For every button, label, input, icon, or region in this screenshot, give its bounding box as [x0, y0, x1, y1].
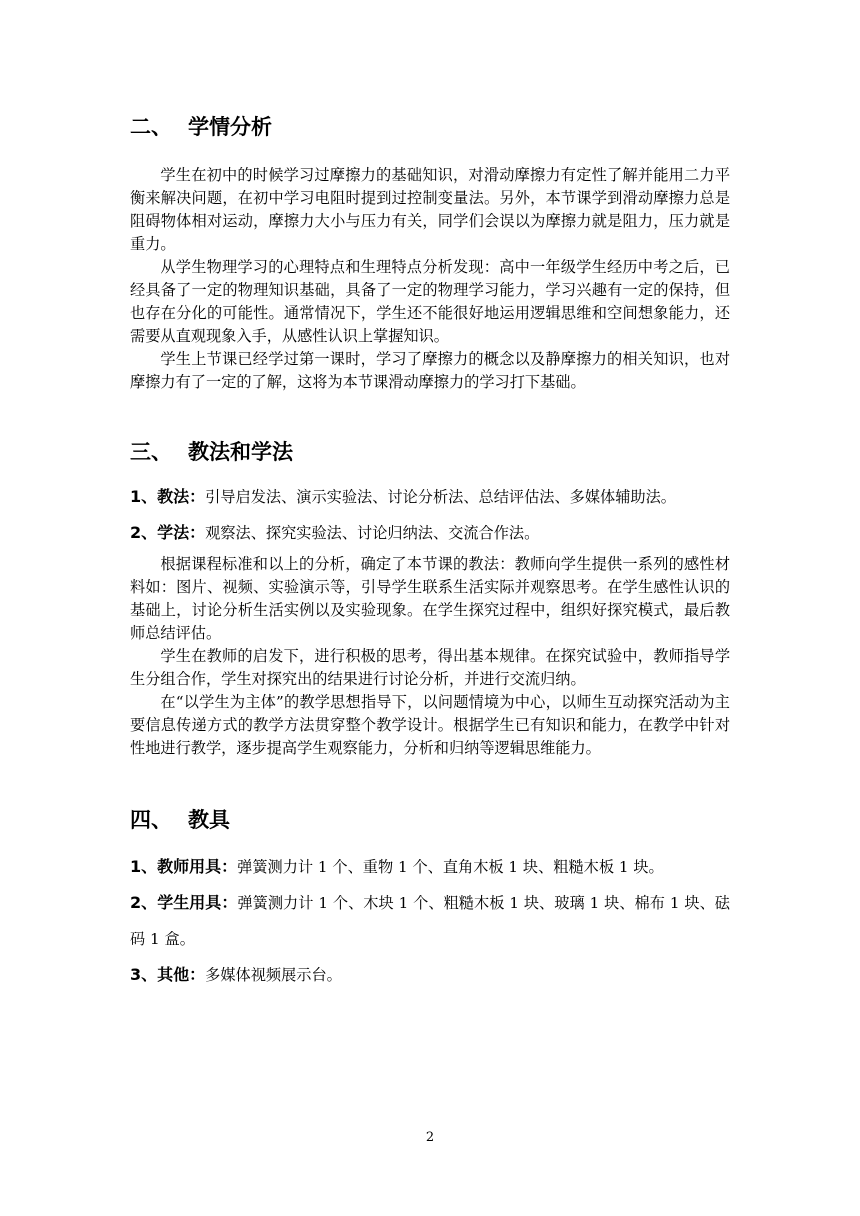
section-heading-learning-analysis: [130, 112, 730, 142]
paragraph: 在“以学生为主体”的教学思想指导下，以问题情境为中心，以师生互动探究活动为主要信息传递方式的教学方法贯穿整个教学设计。根据学生已有知识和能力，在教学中针对性地进行教学，逐步提高学生观察能力，分析和归纳等逻辑思维能力。: [130, 693, 730, 757]
paragraph: 根据课程标准和以上的分析，确定了本节课的教法：教师向学生提供一系列的感性材料如：图片、视频、实验演示等，引导学生联系生活实际并观察思考。在学生感性认识的基础上，讨论分析生活实例以及实验现象。在学生探究过程中，组织好探究模式，最后教师总结评估。: [130, 555, 730, 642]
item-text: 多媒体视频展示台。: [205, 966, 342, 984]
paragraph: 学生上节课已经学过第一课时，学习了摩擦力的概念以及静摩擦力的相关知识，也对摩擦力有了一定的了解，这将为本节课滑动摩擦力的学习打下基础。: [130, 350, 730, 391]
section-number: 三、: [130, 440, 172, 464]
list-item: [130, 515, 730, 551]
item-text: 观察法、探究实验法、讨论归纳法、交流合作法。: [205, 524, 540, 542]
section-number: 四、: [130, 808, 172, 832]
list-item: [130, 849, 730, 885]
item-label: 2、学生用具：: [130, 893, 238, 912]
item-text: 弹簧测力计 1 个、木块 1 个、粗糙木板 1 块、玻璃 1 块、棉布 1 块、砝码 1 盒。: [130, 894, 730, 948]
section-body: [130, 164, 730, 394]
section-heading-teaching-aids: [130, 805, 730, 835]
list-item: [130, 885, 730, 957]
page-number: 2: [425, 1130, 435, 1145]
method-list: [130, 479, 730, 551]
item-label: 3、其他：: [130, 965, 206, 984]
section-title: 学情分析: [188, 115, 272, 139]
section-number: 二、: [130, 115, 172, 139]
paragraph: 学生在教师的启发下，进行积极的思考，得出基本规律。在探究试验中，教师指导学生分组合作，学生对探究出的结果进行讨论分析，并进行交流归纳。: [130, 647, 730, 688]
section-heading-teaching-methods: [130, 437, 730, 467]
section-title: 教具: [188, 808, 230, 832]
list-item: [130, 957, 730, 993]
item-label: 1、教师用具：: [130, 857, 238, 876]
section-title: 教法和学法: [188, 440, 293, 464]
page-content: [130, 112, 730, 993]
list-item: [130, 479, 730, 515]
item-text: 弹簧测力计 1 个、重物 1 个、直角木板 1 块、粗糙木板 1 块。: [237, 858, 664, 876]
paragraph: 从学生物理学习的心理特点和生理特点分析发现：高中一年级学生经历中考之后，已经具备了一定的物理知识基础，具备了一定的物理学习能力，学习兴趣有一定的保持，但也存在分化的可能性。通常情况下，学生还不能很好地运用逻辑思维和空间想象能力，还需要从直观现象入手，从感性认识上掌握知识。: [130, 258, 730, 345]
paragraph: 学生在初中的时候学习过摩擦力的基础知识，对滑动摩擦力有定性了解并能用二力平衡来解决问题，在初中学习电阻时提到过控制变量法。另外，本节课学到滑动摩擦力总是阻碍物体相对运动，摩擦力大小与压力有关，同学们会误以为摩擦力就是阻力，压力就是重力。: [130, 166, 730, 253]
section-body: [130, 553, 730, 760]
item-text: 引导启发法、演示实验法、讨论分析法、总结评估法、多媒体辅助法。: [205, 488, 676, 506]
item-label: 2、学法：: [130, 523, 206, 542]
aids-list: [130, 849, 730, 993]
item-label: 1、教法：: [130, 487, 206, 506]
